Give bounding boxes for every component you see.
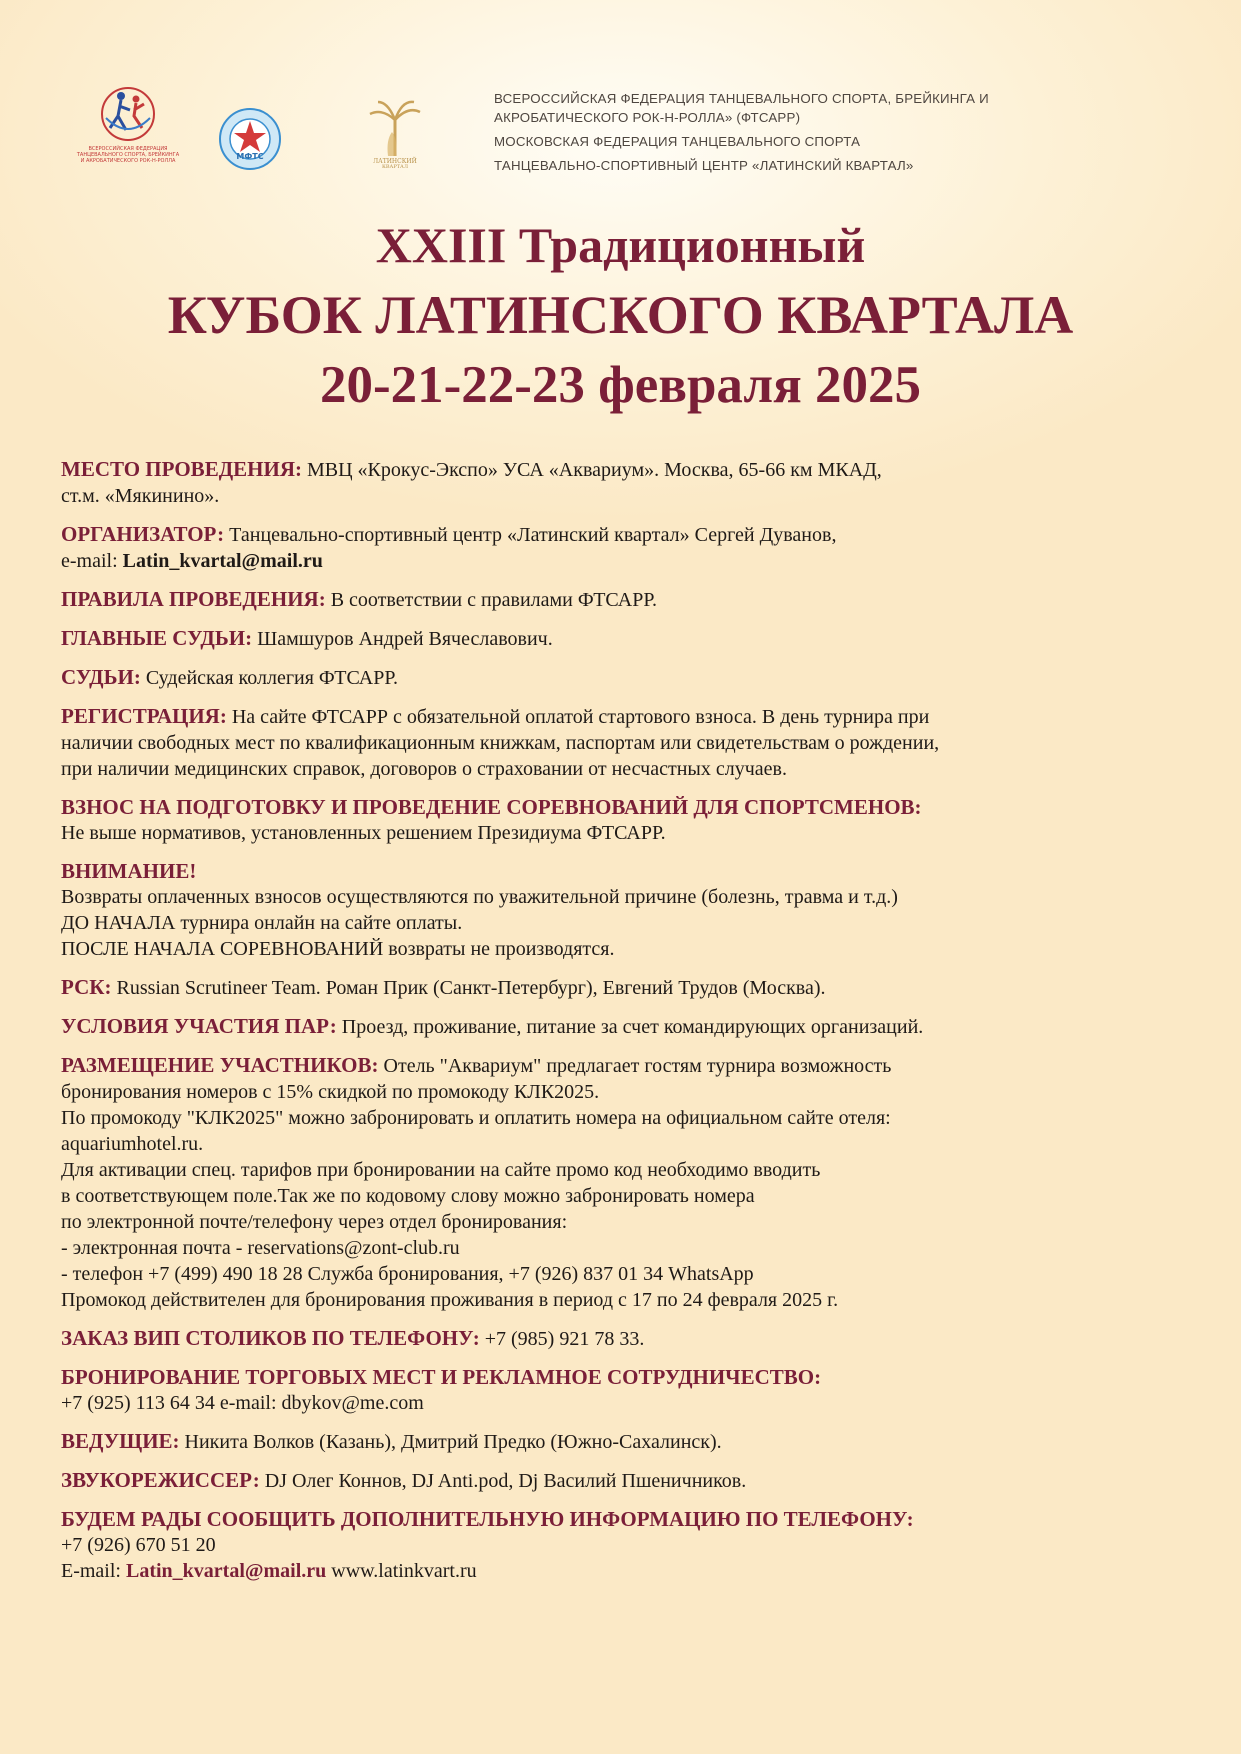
conditions-block [61, 1013, 1201, 1040]
org-mfts: МОСКОВСКАЯ ФЕДЕРАЦИЯ ТАНЦЕВАЛЬНОГО СПОРТА [494, 134, 861, 149]
info-site-link[interactable]: www.latinkvart.ru [331, 1560, 477, 1582]
rules-block [61, 586, 1201, 613]
hosts-text: Никита Волков (Казань), Дмитрий Предко (Южно-Сахалинск). [184, 1431, 722, 1453]
fee-text: Не выше нормативов, установленных решением Президиума ФТСАРР. [61, 822, 666, 844]
organizer-label: ОРГАНИЗАТОР: [61, 522, 225, 546]
info-email-link[interactable]: Latin_kvartal@mail.ru [125, 1560, 327, 1582]
org-latin-quarter: ТАНЦЕВАЛЬНО-СПОРТИВНЫЙ ЦЕНТР «ЛАТИНСКИЙ КВАРТАЛ» [494, 158, 914, 173]
hosts-block [61, 1428, 1201, 1455]
title-dates: 20-21-22-23 февраля 2025 [319, 356, 922, 414]
info-phone: +7 (926) 670 51 20 [61, 1534, 216, 1556]
ftsarr-logo [76, 82, 180, 178]
svg-text:ЛАТИНСКИЙ: ЛАТИНСКИЙ [373, 158, 417, 165]
conditions-text: Проезд, проживание, питание за счет командирующих организаций. [341, 1016, 924, 1038]
registration-block [61, 703, 1201, 782]
organizer-text: Танцевально-спортивный центр «Латинский квартал» Сергей Дуванов, [229, 524, 837, 546]
judges-label: СУДЬИ: [61, 665, 141, 689]
venue-metro: ст.м. «Мякинино». [61, 485, 220, 507]
info-label: БУДЕМ РАДЫ СООБЩИТЬ ДОПОЛНИТЕЛЬНУЮ ИНФОРМАЦИЮ ПО ТЕЛЕФОНУ: [61, 1507, 914, 1531]
organizer-email-prefix: e-mail: [61, 550, 118, 572]
rules-label: ПРАВИЛА ПРОВЕДЕНИЯ: [61, 587, 326, 611]
fee-block [61, 794, 1201, 846]
attention-label: ВНИМАНИЕ! [61, 859, 197, 883]
vip-label: ЗАКАЗ ВИП СТОЛИКОВ ПО ТЕЛЕФОНУ: [61, 1326, 480, 1350]
svg-text:МФТС: МФТС [236, 152, 264, 161]
judges-block [61, 664, 1201, 691]
sound-label: ЗВУКОРЕЖИССЕР: [61, 1468, 260, 1492]
svg-text:И АКРОБАТИЧЕСКОГО РОК-Н-РОЛЛА: И АКРОБАТИЧЕСКОГО РОК-Н-РОЛЛА [80, 158, 176, 164]
dancers-icon [76, 82, 180, 178]
accommodation-line: По промокоду "КЛК2025" можно забронировать и оплатить номера на официальном сайте отеля: [61, 1107, 891, 1129]
judges-text: Судейская коллегия ФТСАРР. [145, 667, 398, 689]
organizer-block [61, 521, 1201, 574]
accommodation-line: в соответствующем поле.Так же по кодовому слову можно забронировать номера [61, 1185, 755, 1207]
info-block [61, 1506, 1201, 1584]
rsk-label: РСК: [61, 975, 112, 999]
accommodation-text: Отель "Аквариум" предлагает гостям турнира возможность [383, 1055, 892, 1077]
rules-text: В соответствии с правилами ФТСАРР. [330, 589, 657, 611]
page-title [0, 210, 1241, 420]
info-body [61, 456, 1201, 1596]
vip-phone: +7 (985) 921 78 33. [484, 1328, 645, 1350]
trade-block [61, 1364, 1201, 1416]
title-line-1: XXIII Традиционный [375, 217, 866, 273]
venue-text: МВЦ «Крокус-Экспо» УСА «Аквариум». Москва, 65-66 км МКАД, [306, 459, 882, 481]
chief-judges-text: Шамшуров Андрей Вячеславович. [257, 628, 553, 650]
registration-line: На сайте ФТСАРР с обязательной оплатой стартового взноса. В день турнира при [231, 706, 930, 728]
title-line-2: КУБОК ЛАТИНСКОГО КВАРТАЛА [167, 285, 1074, 345]
mfts-emblem-icon [218, 107, 282, 171]
rsk-text: Russian Scrutineer Team. Роман Прик (Санкт-Петербург), Евгений Трудов (Москва). [116, 977, 826, 999]
accommodation-line: Промокод действителен для бронирования проживания в период с 17 по 24 февраля 2025 г. [61, 1289, 839, 1311]
trade-label: БРОНИРОВАНИЕ ТОРГОВЫХ МЕСТ И РЕКЛАМНОЕ СОТРУДНИЧЕСТВО: [61, 1365, 822, 1389]
accommodation-label: РАЗМЕЩЕНИЕ УЧАСТНИКОВ: [61, 1053, 379, 1077]
info-email-prefix: E-mail: [61, 1560, 121, 1582]
vip-block [61, 1325, 1201, 1352]
palm-icon [362, 96, 428, 168]
venue-label: МЕСТО ПРОВЕДЕНИЯ: [61, 457, 302, 481]
reservation-email: - электронная почта - reservations@zont-club.ru [61, 1237, 460, 1259]
chief-judges-label: ГЛАВНЫЕ СУДЬИ: [61, 626, 253, 650]
registration-line: наличии свободных мест по квалификационным книжкам, паспортам или свидетельствам о рождении, [61, 732, 940, 754]
header [0, 82, 1241, 192]
hosts-label: ВЕДУЩИЕ: [61, 1429, 180, 1453]
accommodation-line: по электронной почте/телефону через отдел бронирования: [61, 1211, 568, 1233]
svg-text:КВАРТАЛ: КВАРТАЛ [382, 164, 408, 170]
attention-line: ДО НАЧАЛА турнира онлайн на сайте оплаты. [61, 912, 463, 934]
latin-quarter-logo [362, 96, 428, 168]
attention-line: Возвраты оплаченных взносов осуществляются по уважительной причине (болезнь, травма и т.д.) [61, 886, 898, 908]
registration-label: РЕГИСТРАЦИЯ: [61, 704, 227, 728]
attention-block [61, 858, 1201, 962]
sound-text: DJ Олег Коннов, DJ Anti.pod, Dj Василий Пшеничников. [264, 1470, 747, 1492]
rsk-block [61, 974, 1201, 1001]
organizer-email-link[interactable]: Latin_kvartal@mail.ru [122, 550, 323, 572]
sound-block [61, 1467, 1201, 1494]
org-ftsarr: ВСЕРОССИЙСКАЯ ФЕДЕРАЦИЯ ТАНЦЕВАЛЬНОГО СПОРТА, БРЕЙКИНГА И АКРОБАТИЧЕСКОГО РОК-Н-РОЛЛА» (ФТСАРР) [494, 91, 989, 125]
accommodation-block [61, 1052, 1201, 1313]
accommodation-line: бронирования номеров с 15% скидкой по промокоду КЛК2025. [61, 1081, 600, 1103]
registration-line: при наличии медицинских справок, договоров о страховании от несчастных случаев. [61, 758, 787, 780]
chief-judges-block [61, 625, 1201, 652]
conditions-label: УСЛОВИЯ УЧАСТИЯ ПАР: [61, 1014, 337, 1038]
organizations-list [494, 89, 1054, 180]
reservation-phone: - телефон +7 (499) 490 18 28 Служба бронирования, +7 (926) 837 01 34 WhatsApp [61, 1263, 754, 1285]
fee-label: ВЗНОС НА ПОДГОТОВКУ И ПРОВЕДЕНИЕ СОРЕВНОВАНИЙ ДЛЯ СПОРТСМЕНОВ: [61, 795, 922, 819]
attention-line: ПОСЛЕ НАЧАЛА СОРЕВНОВАНИЙ возвраты не производятся. [61, 938, 615, 960]
venue-block [61, 456, 1201, 509]
accommodation-line: Для активации спец. тарифов при бронировании на сайте промо код необходимо вводить [61, 1159, 821, 1181]
trade-contacts: +7 (925) 113 64 34 e-mail: dbykov@me.com [61, 1392, 424, 1414]
hotel-site-link[interactable]: aquariumhotel.ru. [61, 1133, 204, 1155]
svg-text:ТАНЦЕВАЛЬНОГО СПОРТА, БРЕЙКИНГ: ТАНЦЕВАЛЬНОГО СПОРТА, БРЕЙКИНГА [76, 152, 180, 158]
mfts-logo [218, 107, 282, 171]
svg-text:ВСЕРОССИЙСКАЯ ФЕДЕРАЦИЯ: ВСЕРОССИЙСКАЯ ФЕДЕРАЦИЯ [88, 146, 168, 152]
